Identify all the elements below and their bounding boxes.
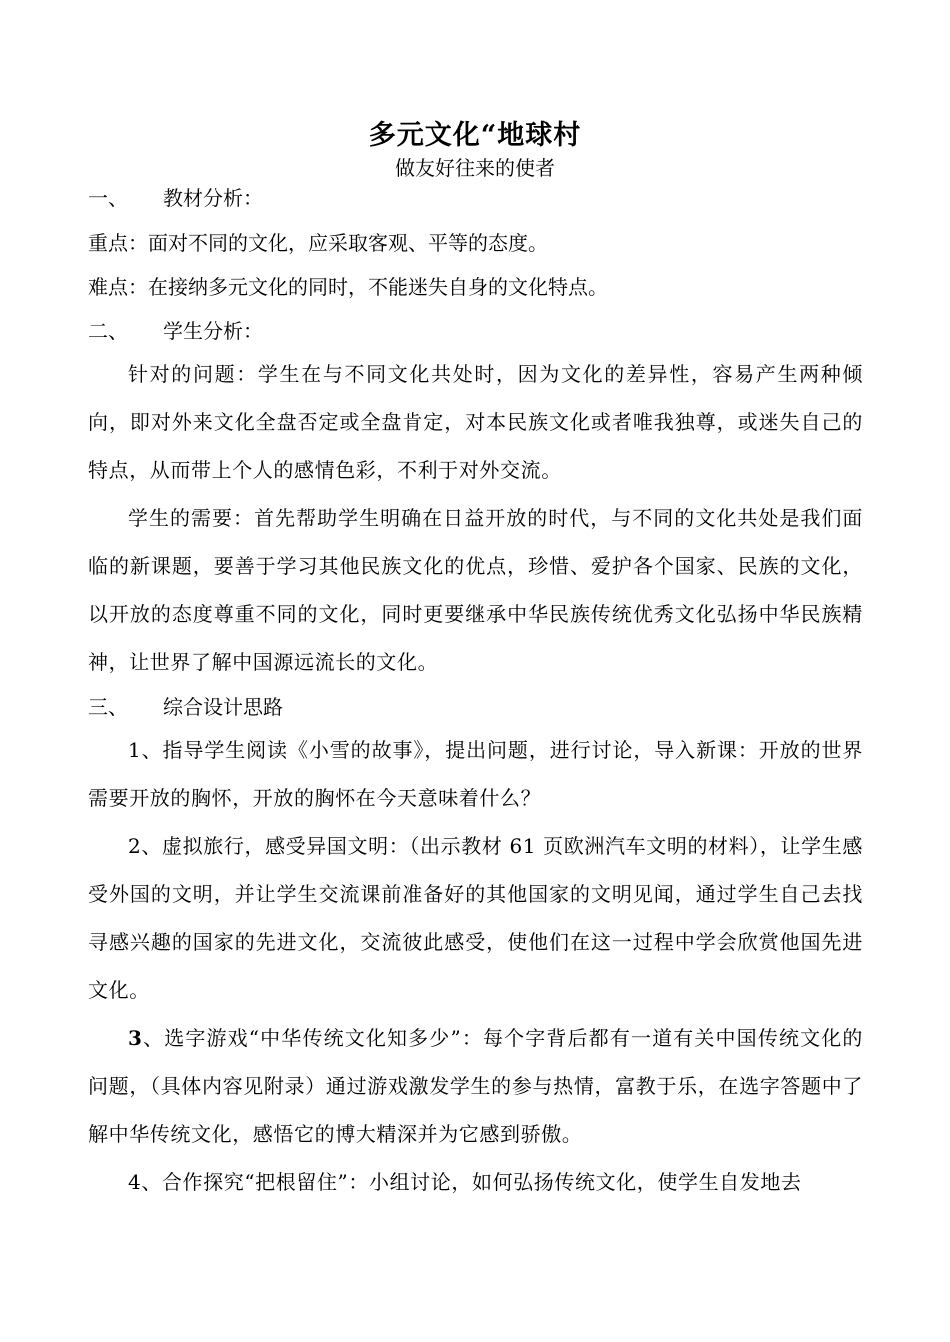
section-heading-3 [88, 692, 283, 722]
section-heading-1 [88, 183, 263, 213]
section-title: 综合设计思路 [163, 695, 283, 719]
design-step-2 [88, 822, 863, 1014]
section-title: 教材分析： [163, 186, 263, 210]
document-title: 多元文化“地球村 [368, 120, 582, 151]
design-step-1 [88, 726, 863, 822]
step-text: 、选字游戏“中华传统文化知多少”：每个字背后都有一道有关中国传统文化的问题，（具体内容见附录）通过游戏激发学生的参与热情，富教于乐，在选字答题中了解中华传统文化，感悟它的博大精深并为它感到骄傲。 [88, 1026, 863, 1146]
design-step-4 [88, 1158, 863, 1206]
step-number: 4 [128, 1170, 142, 1194]
step-text: 、指导学生阅读《小雪的故事》，提出问题，进行讨论，导入新课：开放的世界需要开放的胸怀，开放的胸怀在今天意味着什么？ [88, 738, 863, 810]
step-text: 、虚拟旅行，感受异国文明：（出示教材 61 页欧洲汽车文明的材料），让学生感受外国的文明，并让学生交流课前准备好的其他国家的文明见闻，通过学生自己去找寻感兴趣的国家的先进文化，交流彼此感受，使他们在这一过程中学会欣赏他国先进文化。 [88, 834, 863, 1002]
section-number: 二、 [88, 319, 128, 343]
step-text: 、合作探究“把根留住”：小组讨论，如何弘扬传统文化，使学生自发地去 [141, 1170, 802, 1194]
step-number: 2 [128, 834, 142, 858]
step-number: 1 [128, 738, 142, 762]
step-number: 3 [128, 1026, 143, 1050]
section-number: 一、 [88, 186, 128, 210]
document-subtitle: 做友好往来的使者 [395, 156, 555, 180]
design-step-3 [88, 1014, 863, 1158]
difficult-point: 难点：在接纳多元文化的同时，不能迷失自身的文化特点。 [88, 275, 608, 299]
key-point: 重点：面对不同的文化，应采取客观、平等的态度。 [88, 231, 548, 255]
section-title: 学生分析： [163, 319, 263, 343]
section-heading-2 [88, 316, 263, 346]
student-needs-paragraph: 学生的需要：首先帮助学生明确在日益开放的时代，与不同的文化共处是我们面临的新课题，要善于学习其他民族文化的优点，珍惜、爱护各个国家、民族的文化，以开放的态度尊重不同的文化，同时更要继承中华民族传统优秀文化弘扬中华民族精神，让世界了解中国源远流长的文化。 [88, 506, 863, 674]
student-problem-paragraph: 针对的问题：学生在与不同文化共处时，因为文化的差异性，容易产生两种倾向，即对外来文化全盘否定或全盘肯定，对本民族文化或者唯我独尊，或迷失自己的特点，从而带上个人的感情色彩，不利于对外交流。 [88, 362, 863, 482]
section-number: 三、 [88, 695, 128, 719]
